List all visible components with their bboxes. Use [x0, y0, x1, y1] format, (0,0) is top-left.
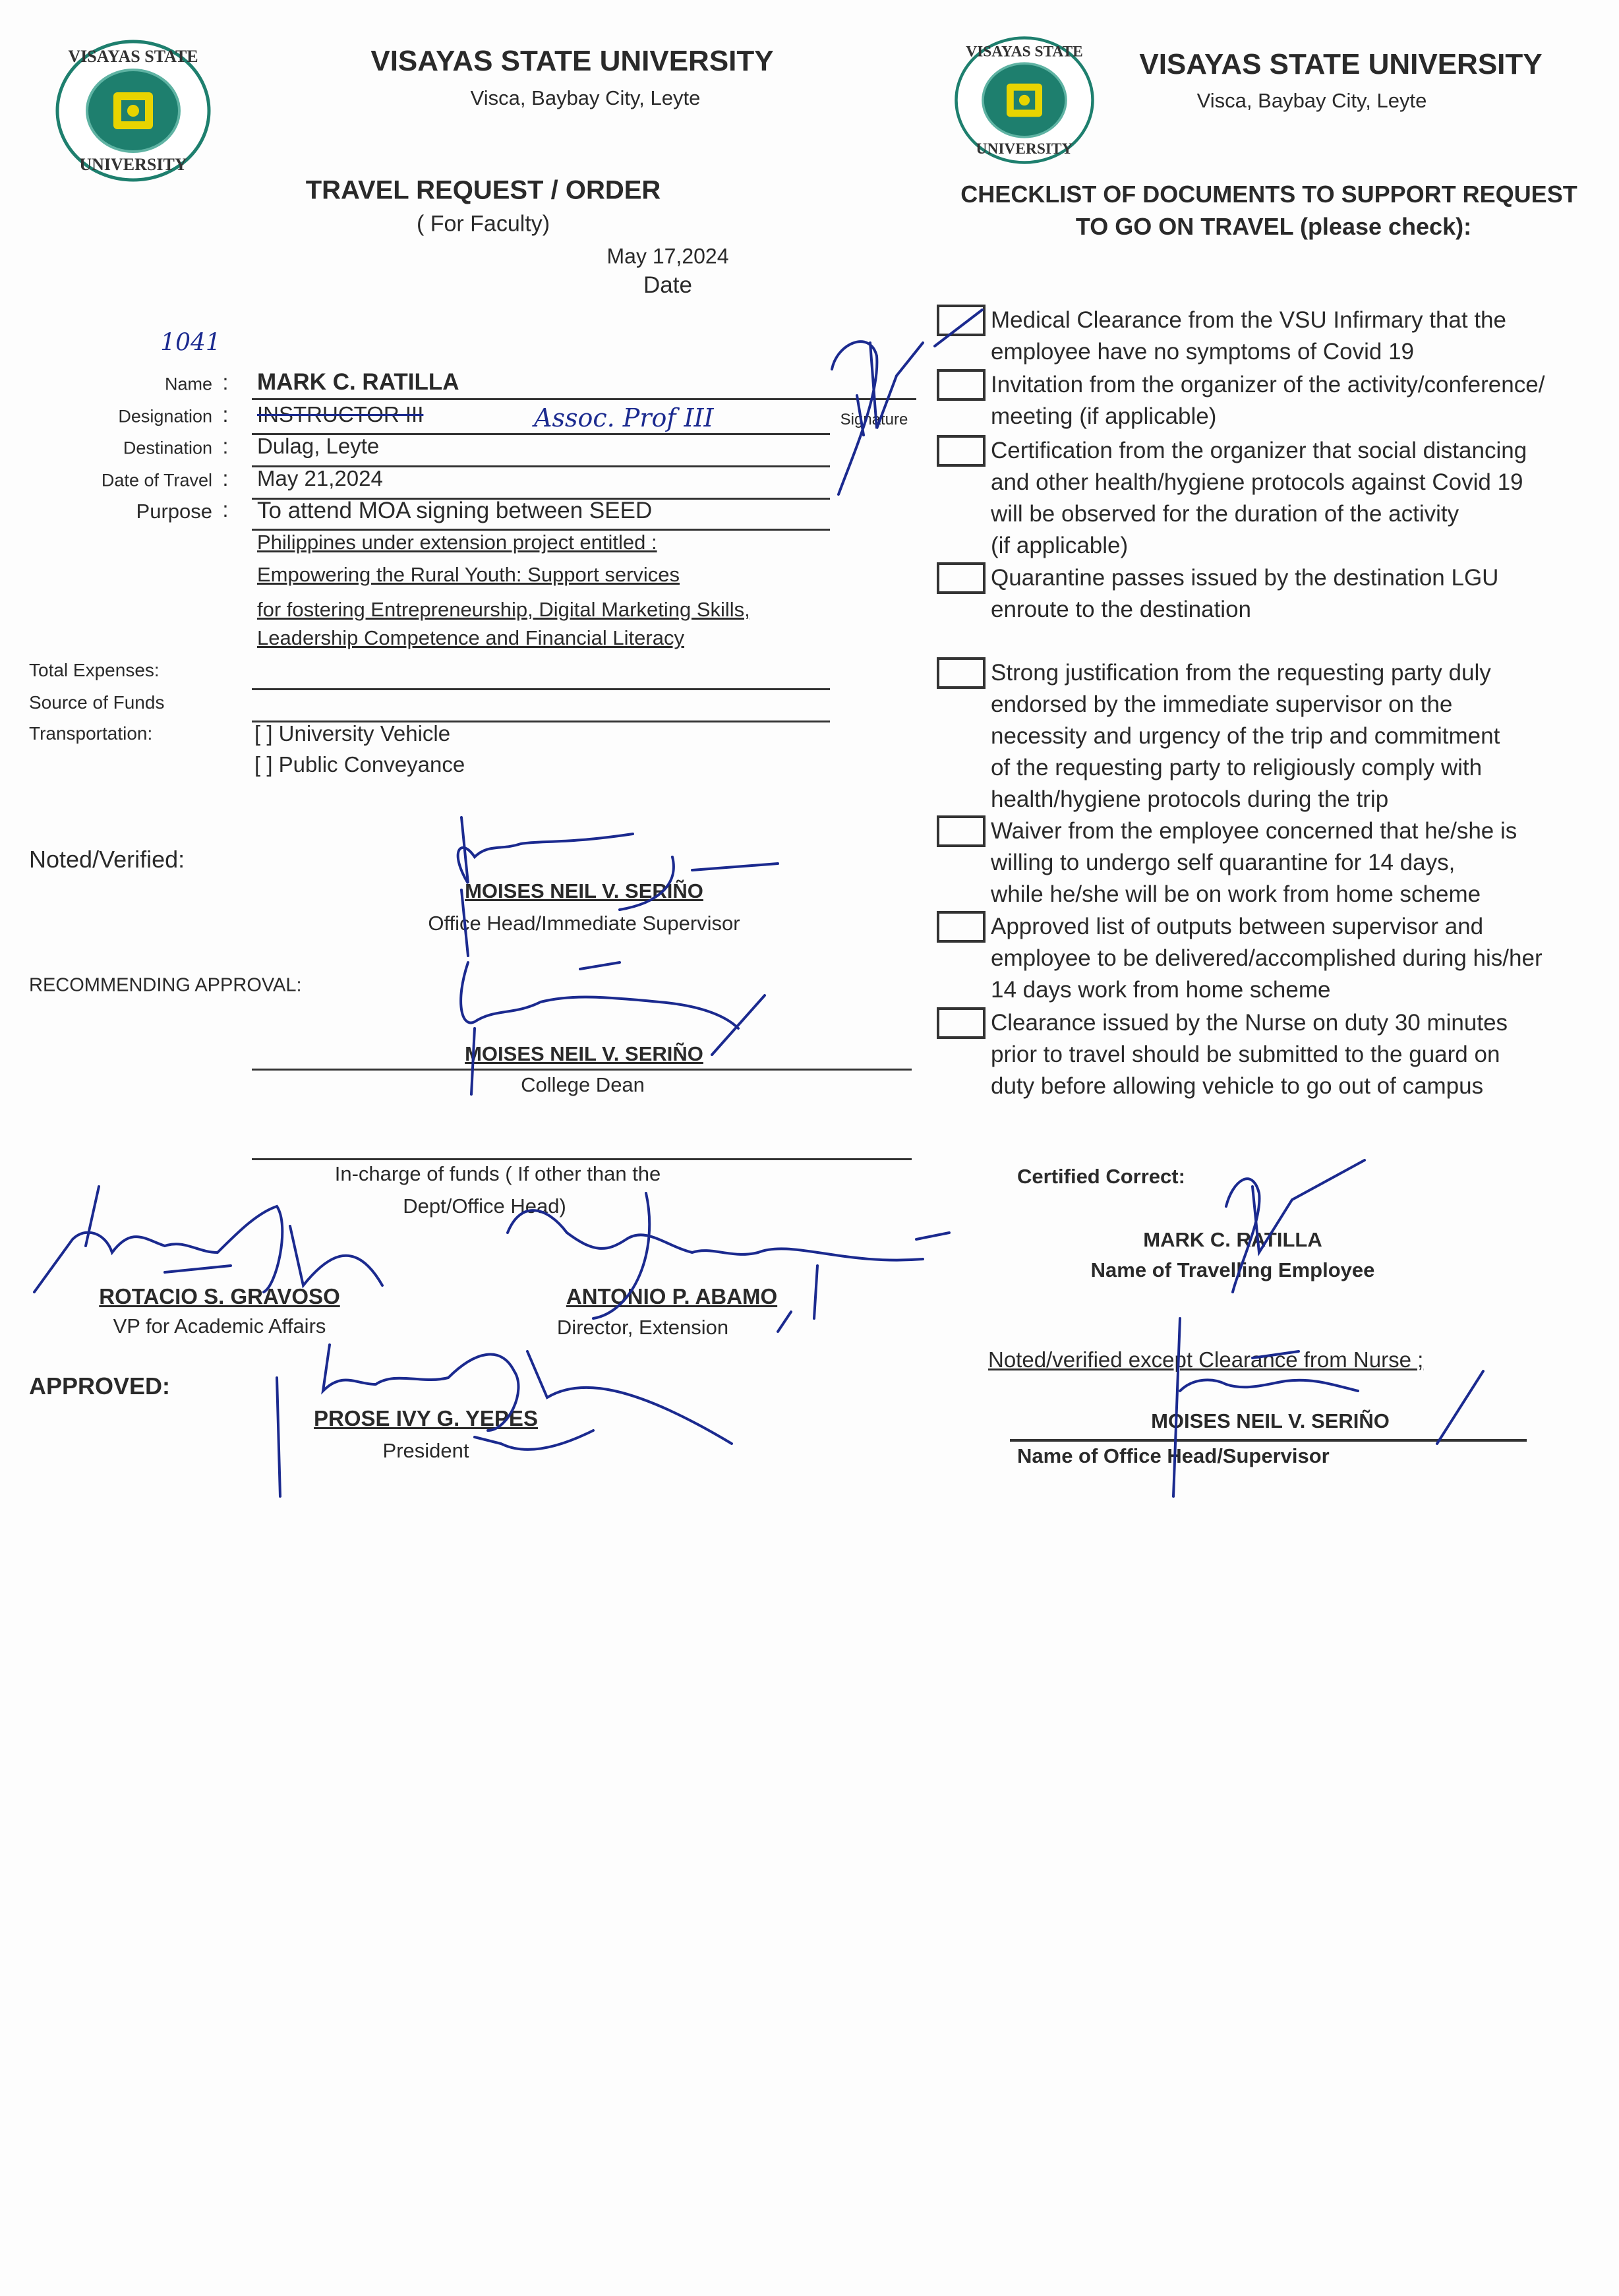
college-dean-name: MOISES NEIL V. SERIÑO	[465, 1042, 703, 1065]
transport-option-public-conveyance[interactable]: [ ] Public Conveyance	[254, 752, 465, 777]
checklist-item-text: Clearance issued by the Nurse on duty 30 minutes	[991, 1010, 1508, 1036]
checklist-item-text: Medical Clearance from the VSU Infirmary that the	[991, 307, 1506, 333]
checklist-item-text: Certification from the organizer that social distancing	[991, 438, 1527, 463]
signature-vp	[34, 1187, 382, 1292]
in-charge-funds-line-1: In-charge of funds ( If other than the	[334, 1162, 661, 1185]
employee-title: Name of Travelling Employee	[1090, 1258, 1375, 1281]
checklist-item-text: prior to travel should be submitted to the guard on	[991, 1042, 1500, 1067]
designation-handwritten: Assoc. Prof III	[534, 403, 714, 432]
checklist-item-text: and other health/hygiene protocols against Covid 19	[991, 469, 1523, 495]
checklist-item-text: Strong justification from the requesting party duly	[991, 660, 1491, 686]
colon: :	[222, 466, 229, 490]
checklist-item-text: Approved list of outputs between supervisor and	[991, 914, 1484, 939]
certified-correct-label: Certified Correct:	[1017, 1165, 1185, 1188]
checklist-checkbox[interactable]	[937, 369, 986, 401]
checklist-item-text: Quarantine passes issued by the destination LGU	[991, 565, 1499, 591]
request-date: May 17,2024	[606, 244, 729, 268]
checklist-checkbox[interactable]	[937, 911, 986, 943]
checklist-item-text: employee to be delivered/accomplished during his/her	[991, 945, 1543, 971]
college-dean-title: College Dean	[521, 1073, 645, 1096]
checklist-item-text: of the requesting party to religiously comply with	[991, 755, 1483, 780]
president-name: PROSE IVY G. YEPES	[314, 1406, 538, 1430]
university-address-right: Visca, Baybay City, Leyte	[1196, 89, 1427, 112]
checklist-item-text: (if applicable)	[991, 533, 1129, 558]
name-label: Name	[164, 374, 212, 394]
director-name: ANTONIO P. ABAMO	[566, 1284, 778, 1309]
checklist-checkbox[interactable]	[937, 1007, 986, 1039]
date-of-travel-value: May 21,2024	[257, 466, 383, 490]
checklist-checkbox[interactable]	[937, 305, 986, 336]
source-of-funds-label: Source of Funds	[29, 692, 165, 713]
supervisor-title: Name of Office Head/Supervisor	[1017, 1444, 1330, 1467]
checklist-item-text: Waiver from the employee concerned that he/she is	[991, 818, 1517, 844]
name-value: MARK C. RATILLA	[257, 369, 459, 395]
checklist-item-text: necessity and urgency of the trip and commitment	[991, 723, 1500, 749]
designation-label: Designation	[118, 406, 212, 427]
checklist-item-text: health/hygiene protocols during the trip	[991, 786, 1389, 812]
in-charge-funds-line-2: Dept/Office Head)	[403, 1194, 566, 1218]
handwritten-number: 1041	[160, 329, 221, 357]
transport-option-university-vehicle[interactable]: [ ] University Vehicle	[254, 721, 451, 746]
purpose-line-2: Philippines under extension project entitled :	[257, 531, 657, 554]
total-expenses-label: Total Expenses:	[29, 660, 160, 680]
purpose-label: Purpose	[136, 500, 212, 523]
checklist-checkbox[interactable]	[937, 815, 986, 847]
destination-label: Destination	[123, 438, 212, 458]
signature-supervisor	[1173, 1318, 1483, 1496]
purpose-line-4: for fostering Entrepreneurship, Digital Marketing Skills,	[257, 598, 750, 621]
form-subtitle: ( For Faculty)	[416, 211, 550, 237]
purpose-line-1: To attend MOA signing between SEED	[257, 498, 653, 523]
checklist-checkbox[interactable]	[937, 657, 986, 689]
signature-director	[508, 1193, 949, 1332]
checklist-item-text: enroute to the destination	[991, 597, 1252, 622]
svg-text:VISAYAS STATE: VISAYAS STATE	[966, 43, 1083, 61]
supervisor-name: MOISES NEIL V. SERIÑO	[1151, 1409, 1390, 1432]
colon: :	[222, 370, 229, 394]
university-name-left: VISAYAS STATE UNIVERSITY	[370, 45, 774, 77]
checklist-checkbox[interactable]	[937, 435, 986, 467]
vp-title: VP for Academic Affairs	[113, 1314, 326, 1338]
office-head-name: MOISES NEIL V. SERIÑO	[465, 879, 703, 902]
checklist-item-text: will be observed for the duration of the activity	[991, 501, 1459, 527]
colon: :	[222, 434, 229, 458]
designation-value: INSTRUCTOR III	[257, 402, 424, 427]
transportation-label: Transportation:	[29, 723, 153, 744]
office-head-title: Office Head/Immediate Supervisor	[428, 912, 740, 935]
purpose-line-3: Empowering the Rural Youth: Support services	[257, 563, 680, 586]
university-name-right: VISAYAS STATE UNIVERSITY	[1139, 48, 1543, 80]
noted-verified-label: Noted/Verified:	[29, 846, 185, 873]
checklist-item-text: while he/she will be on work from home scheme	[991, 881, 1481, 907]
checklist-checkbox[interactable]	[937, 562, 986, 594]
destination-value: Dulag, Leyte	[257, 434, 380, 458]
date-of-travel-label: Date of Travel	[101, 470, 212, 490]
noted-except-label: Noted/verified except Clearance from Nurse ;	[988, 1347, 1424, 1372]
recommending-approval-label: RECOMMENDING APPROVAL:	[29, 974, 302, 996]
checklist-item-text: duty before allowing vehicle to go out of campus	[991, 1073, 1484, 1099]
employee-name: MARK C. RATILLA	[1143, 1228, 1322, 1251]
president-title: President	[382, 1439, 469, 1462]
purpose-line-5: Leadership Competence and Financial Literacy	[257, 626, 684, 649]
checklist-title-line-2: TO GO ON TRAVEL (please check):	[1075, 213, 1472, 240]
checklist-item-text: endorsed by the immediate supervisor on the	[991, 692, 1453, 717]
svg-text:UNIVERSITY: UNIVERSITY	[976, 140, 1073, 158]
form-title: TRAVEL REQUEST / ORDER	[305, 175, 661, 205]
checklist-item-text: employee have no symptoms of Covid 19	[991, 339, 1414, 365]
vsu-logo-right	[953, 34, 1096, 166]
vsu-logo-left	[54, 38, 212, 183]
date-label: Date	[643, 272, 692, 298]
director-title: Director, Extension	[556, 1316, 729, 1339]
checklist-item-text: 14 days work from home scheme	[991, 977, 1331, 1003]
checklist-item-text: willing to undergo self quarantine for 14 days,	[991, 850, 1456, 875]
svg-text:VISAYAS STATE: VISAYAS STATE	[68, 47, 198, 66]
approved-label: APPROVED:	[29, 1372, 171, 1399]
checklist-item-text: Invitation from the organizer of the activity/conference/	[991, 372, 1545, 397]
checklist-item-text: meeting (if applicable)	[991, 403, 1217, 429]
university-address-left: Visca, Baybay City, Leyte	[470, 86, 701, 109]
colon: :	[222, 497, 229, 521]
svg-text:UNIVERSITY: UNIVERSITY	[79, 155, 187, 174]
colon: :	[222, 402, 229, 427]
checklist-title-line-1: CHECKLIST OF DOCUMENTS TO SUPPORT REQUEST	[960, 181, 1577, 208]
vp-name: ROTACIO S. GRAVOSO	[99, 1284, 340, 1309]
signature-label: Signature	[840, 411, 908, 428]
